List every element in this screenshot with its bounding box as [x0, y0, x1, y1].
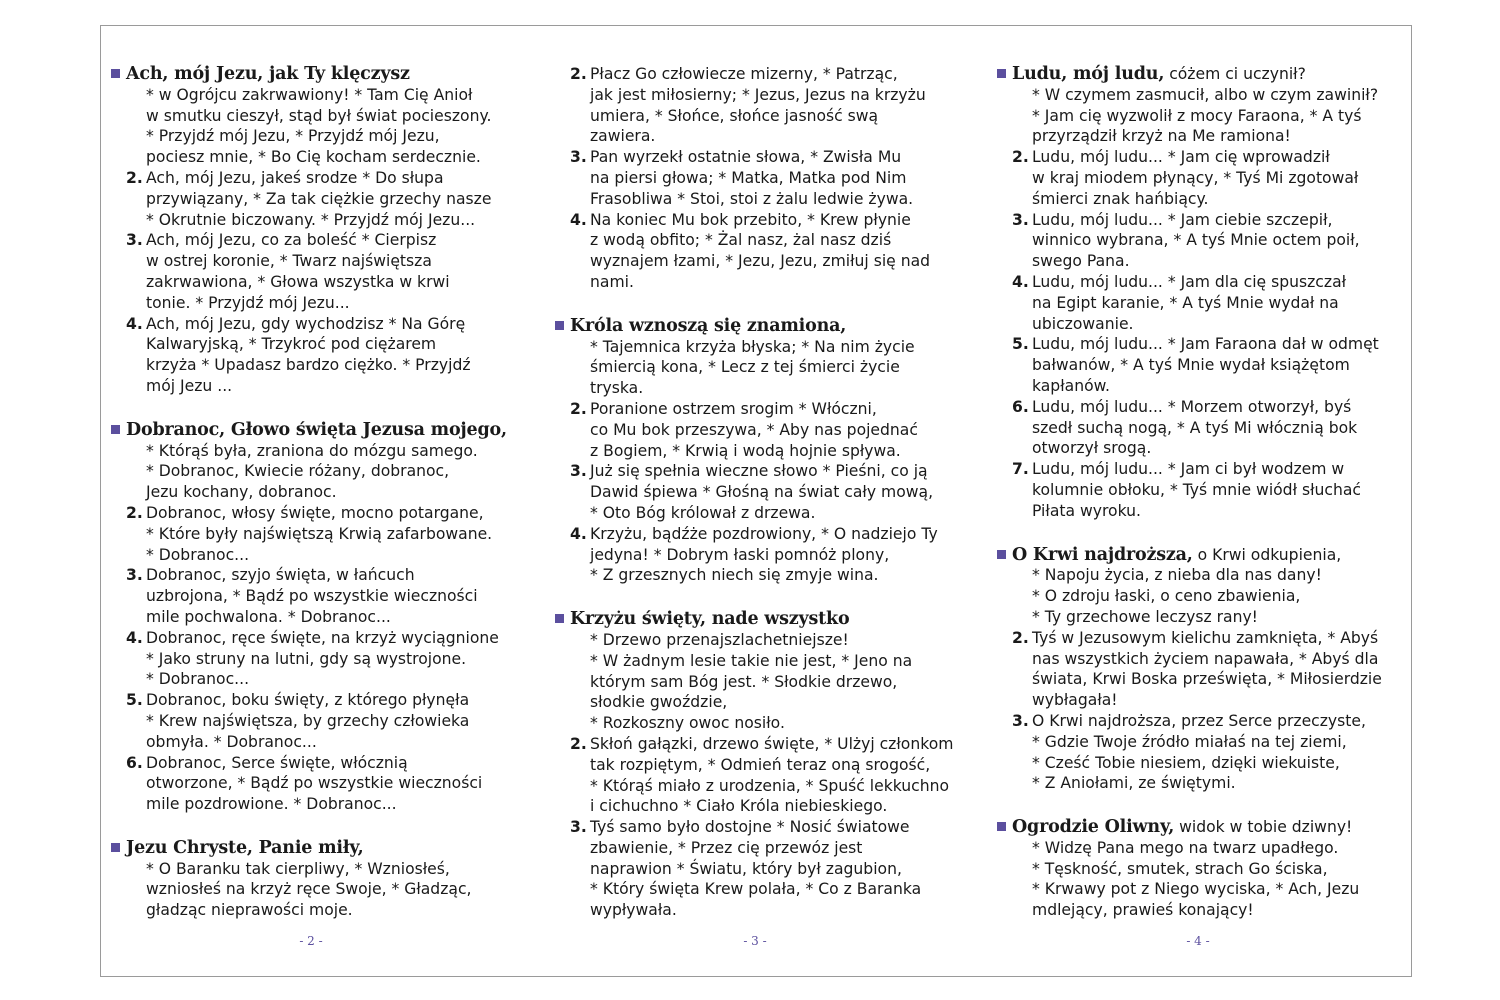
verse-text — [146, 690, 541, 752]
verse-line: * Z Aniołami, ze świętymi. — [1032, 774, 1236, 793]
verse-line: z Bogiem, * Krwią i wodą hojnie spływa. — [590, 441, 901, 460]
verse — [126, 230, 541, 313]
verse-line: tonie. * Przyjdź mój Jezu... — [146, 293, 350, 312]
song — [997, 817, 1427, 921]
verse-line: w kraj miodem płynący, * Tyś Mi zgotował — [1032, 168, 1359, 187]
verse-number: 2. — [126, 168, 143, 187]
page-number: - 4 - — [1186, 934, 1210, 948]
verse-line: wyznajem łzami, * Jezu, Jezu, zmiłuj się nad — [590, 252, 931, 271]
verse-number: 2. — [126, 503, 143, 522]
refrain-line: * Tajemnica krzyża błyska; * Na nim życie — [590, 337, 915, 356]
verse-line: Skłoń gałązki, drzewo święte, * Ulżyj członkom — [590, 734, 954, 753]
refrain-line: * Ty grzechowe leczysz rany! — [1032, 607, 1258, 626]
verse-line: Piłata wyroku. — [1032, 501, 1141, 520]
verse — [1012, 334, 1427, 396]
verse-number: 4. — [570, 210, 587, 229]
refrain-line: w smutku cieszył, stąd był świat pocieszony. — [146, 106, 492, 125]
verse-line: naprawion * Światu, który był zagubion, — [590, 859, 902, 878]
verse — [570, 399, 985, 461]
verse-number: 2. — [1012, 148, 1029, 167]
song-title-continuation: widok w tobie dziwny! — [1179, 818, 1353, 837]
square-bullet-icon — [111, 425, 120, 434]
verse-line: wypływała. — [590, 901, 677, 920]
verse — [1012, 628, 1427, 711]
verse — [126, 565, 541, 627]
refrain-line: * Jam cię wyzwolił z mocy Faraona, * A tyś — [1032, 106, 1362, 125]
verse-number: 2. — [570, 65, 587, 83]
verse-line: uzbrojona, * Bądź po wszystkie wieczności — [146, 587, 478, 606]
verse — [126, 690, 541, 752]
song-title: Jezu Chryste, Panie miły, — [126, 837, 364, 858]
verse-line: Dawid śpiewa * Głośną na świat cały mową, — [590, 483, 934, 502]
song — [997, 64, 1427, 522]
verse-line: jedyna! * Dobrym łaski pomnóż plony, — [590, 545, 890, 564]
verse-number: 3. — [126, 231, 143, 250]
song-title: Ludu, mój ludu, — [1012, 64, 1165, 84]
verse — [1012, 397, 1427, 459]
refrain-line: * Napoju życia, z nieba dla nas dany! — [1032, 566, 1322, 585]
song-title-continuation: cóżem ci uczynił? — [1169, 65, 1306, 83]
verse-line: co Mu bok przeszywa, * Aby nas pojednać — [590, 420, 918, 439]
square-bullet-icon — [555, 321, 564, 330]
verse-line: mile pochwalona. * Dobranoc... — [146, 607, 391, 626]
column-page-4 — [997, 64, 1427, 944]
verse-text — [146, 168, 541, 230]
song — [555, 316, 985, 586]
square-bullet-icon — [555, 614, 564, 623]
verse-line: swego Pana. — [1032, 252, 1130, 271]
verse-line: Poranione ostrzem srogim * Włóczni, — [590, 399, 877, 418]
verse — [126, 314, 541, 397]
verse-line: na piersi głowa; * Matka, Matka pod Nim — [590, 168, 907, 187]
song-heading — [111, 420, 541, 441]
verse-text — [146, 753, 541, 815]
verse — [126, 168, 541, 230]
verse-line: świata, Krwi Boska prześwięta, * Miłosierdzie — [1032, 670, 1382, 689]
verse — [126, 503, 541, 565]
refrain-line: * O Baranku tak cierpliwy, * Wzniosłeś, — [146, 859, 450, 878]
verse-text — [590, 461, 985, 523]
verse-number: 4. — [126, 628, 143, 647]
refrain-line: * Widzę Pana mego na twarz upadłego. — [1032, 838, 1339, 857]
verse — [570, 210, 985, 293]
verse-number: 3. — [570, 818, 587, 837]
song-heading — [555, 609, 985, 630]
column-page-3 — [555, 64, 985, 944]
verse-line: zawiera. — [590, 127, 656, 146]
refrain-line: * Rozkoszny owoc nosiło. — [590, 714, 785, 733]
verse-line: nas wszystkich życiem napawała, * Abyś dla — [1032, 649, 1379, 668]
song-title: Ogrodzie Oliwny, — [1012, 817, 1175, 838]
verse-number: 2. — [570, 399, 587, 418]
verse-number: 5. — [126, 691, 143, 710]
verse — [570, 734, 985, 817]
refrain-line: którym sam Bóg jest. * Słodkie drzewo, — [590, 672, 898, 691]
verse — [126, 753, 541, 815]
verse-number: 6. — [126, 753, 143, 772]
refrain-line: wzniosłeś na krzyż ręce Swoje, * Gładząc, — [146, 880, 472, 899]
verse-line: * Z grzesznych niech się zmyje wina. — [590, 566, 879, 585]
verse-line: * Okrutnie biczowany. * Przyjdź mój Jezu... — [146, 210, 476, 229]
verse-text — [146, 628, 541, 690]
song — [555, 609, 985, 921]
verse-number: 4. — [126, 314, 143, 333]
verse-line: krzyża * Upadasz bardzo ciężko. * Przyjdź — [146, 356, 471, 375]
verse-number: 3. — [570, 462, 587, 481]
refrain-line: mdlejący, prawieś konający! — [1032, 901, 1254, 920]
verse-line: Dobranoc, Serce święte, włócznią — [146, 753, 408, 772]
verse-number: 2. — [1012, 628, 1029, 647]
verse-line: * Gdzie Twoje źródło miałaś na tej ziemi, — [1032, 732, 1347, 751]
verse-line: Już się spełnia wieczne słowo * Pieśni, co ją — [590, 462, 928, 481]
verse-line: * Dobranoc... — [146, 545, 250, 564]
verse-text — [590, 399, 985, 461]
verse-line: * Jako struny na lutni, gdy są wystrojone. — [146, 649, 467, 668]
refrain-line: * W żadnym lesie takie nie jest, * Jeno na — [590, 651, 913, 670]
verse-line: Pan wyrzekł ostatnie słowa, * Zwisła Mu — [590, 148, 902, 167]
verse-line: Płacz Go człowiecze mizerny, * Patrząc, — [590, 65, 898, 83]
verse-number: 3. — [570, 148, 587, 167]
verse-line: kapłanów. — [1032, 376, 1110, 395]
song — [111, 838, 541, 921]
verse-line: Ludu, mój ludu... * Jam dla cię spuszczał — [1032, 272, 1347, 291]
verse-number: 3. — [1012, 210, 1029, 229]
verse-line: Dobranoc, włosy święte, mocno potargane, — [146, 503, 484, 522]
verse-line: Ach, mój Jezu, jakeś srodze * Do słupa — [146, 168, 444, 187]
verse-line: Dobranoc, szyjo święta, w łańcuch — [146, 566, 415, 585]
verse-text — [146, 314, 541, 397]
verse-text — [1032, 397, 1427, 459]
verse-line: Frasobliwa * Stoi, stoi z żalu ledwie żywa. — [590, 189, 914, 208]
song-title: Ach, mój Jezu, jak Ty klęczysz — [126, 64, 410, 84]
refrain-line: * Drzewo przenajszlachetniejsze! — [590, 630, 849, 649]
verse-line: Ludu, mój ludu... * Jam Faraona dał w odmęt — [1032, 335, 1379, 354]
verse-text — [590, 210, 985, 293]
verse-text — [146, 565, 541, 627]
verse — [1012, 459, 1427, 521]
verse-line: Krzyżu, bądźże pozdrowiony, * O nadziejo Ty — [590, 524, 938, 543]
song-heading — [997, 64, 1427, 85]
refrain-line: pociesz mnie, * Bo Cię kocham serdecznie. — [146, 148, 481, 167]
verse — [570, 461, 985, 523]
refrain-line: przyrządził krzyż na Me ramiona! — [1032, 127, 1291, 146]
verse-text — [1032, 711, 1427, 794]
verse-line: winnico wybrana, * A tyś Mnie octem poił, — [1032, 231, 1360, 250]
verse-line: otworzył srogą. — [1032, 439, 1152, 458]
verse-line: obmyła. * Dobranoc... — [146, 732, 317, 751]
verse-line: Tyś samo było dostojne * Nosić światowe — [590, 818, 910, 837]
song-title: O Krwi najdroższa, — [1012, 544, 1193, 565]
verse — [1012, 272, 1427, 334]
song-heading — [555, 316, 985, 337]
verse-text — [1032, 334, 1427, 396]
verse — [1012, 210, 1427, 272]
verse-line: bałwanów, * A tyś Mnie wydał książętom — [1032, 356, 1350, 375]
verse-text — [590, 524, 985, 586]
verse — [570, 524, 985, 586]
verse-line: wybłagała! — [1032, 691, 1118, 710]
verse — [570, 817, 985, 921]
verse-line: w ostrej koronie, * Twarz najświętsza — [146, 252, 432, 271]
verse-text — [590, 734, 985, 817]
refrain-line: * Tęskność, smutek, strach Go ściska, — [1032, 859, 1328, 878]
refrain-line: * Którąś była, zraniona do mózgu samego. — [146, 441, 478, 460]
refrain-line: * Dobranoc, Kwiecie różany, dobranoc, — [146, 462, 450, 481]
verse-line: * Którąś miało z urodzenia, * Spuść lekkuchno — [590, 776, 950, 795]
verse — [1012, 711, 1427, 794]
square-bullet-icon — [111, 69, 120, 78]
song-heading — [997, 545, 1427, 566]
verse-line: kolumnie obłoku, * Tyś mnie wiódł słuchać — [1032, 480, 1361, 499]
song — [555, 64, 985, 293]
song-title: Dobranoc, Głowo święta Jezusa mojego, — [126, 419, 507, 440]
refrain-line: * Krwawy pot z Niego wyciska, * Ach, Jezu — [1032, 880, 1360, 899]
verse-line: szedł suchą nogą, * A tyś Mi włócznią bok — [1032, 418, 1358, 437]
verse-text — [1032, 272, 1427, 334]
verse-text — [590, 64, 985, 147]
verse-line: przywiązany, * Za tak ciężkie grzechy nasze — [146, 189, 492, 208]
square-bullet-icon — [997, 550, 1006, 559]
column-page-2 — [111, 64, 541, 944]
verse — [126, 628, 541, 690]
verse-line: Dobranoc, ręce święte, na krzyż wyciągnione — [146, 628, 499, 647]
verse-line: * Cześć Tobie niesiem, dzięki wiekuiste, — [1032, 753, 1340, 772]
verse-line: ubiczowanie. — [1032, 314, 1134, 333]
verse-line: i cichuchno * Ciało Króla niebieskiego. — [590, 797, 888, 816]
verse — [570, 147, 985, 209]
verse-line: śmierci znak hańbiący. — [1032, 189, 1209, 208]
verse-line: zakrwawiona, * Głowa wszystka w krwi — [146, 272, 450, 291]
verse-text — [1032, 147, 1427, 209]
verse-line: Tyś w Jezusowym kielichu zamknięta, * Abyś — [1032, 628, 1379, 647]
verse-line: * Który święta Krew polała, * Co z Baranka — [590, 880, 922, 899]
song — [111, 420, 541, 815]
verse-line: Dobranoc, boku święty, z którego płynęła — [146, 691, 470, 710]
verse-number: 6. — [1012, 397, 1029, 416]
verse-line: otworzone, * Bądź po wszystkie wieczności — [146, 774, 483, 793]
verse-number: 4. — [1012, 272, 1029, 291]
verse-line: Ludu, mój ludu... * Morzem otworzył, byś — [1032, 397, 1352, 416]
verse-line: Na koniec Mu bok przebito, * Krew płynie — [590, 210, 911, 229]
square-bullet-icon — [111, 843, 120, 852]
verse-line: nami. — [590, 272, 634, 291]
booklet-spread — [100, 25, 1412, 977]
verse-line: * Dobranoc... — [146, 670, 250, 689]
verse-line: na Egipt karanie, * A tyś Mnie wydał na — [1032, 293, 1339, 312]
verse — [1012, 147, 1427, 209]
verse-number: 2. — [570, 734, 587, 753]
verse-line: jak jest miłosierny; * Jezus, Jezus na krzyżu — [590, 85, 926, 104]
verse-line: Kalwaryjską, * Trzykroć pod ciężarem — [146, 335, 437, 354]
verse-line: Ludu, mój ludu... * Jam ci był wodzem w — [1032, 460, 1345, 479]
verse-text — [590, 817, 985, 921]
verse-line: zbawienie, * Przez cię przewóz jest — [590, 838, 863, 857]
song-heading — [111, 838, 541, 859]
square-bullet-icon — [997, 69, 1006, 78]
verse-line: * Oto Bóg królował z drzewa. — [590, 503, 816, 522]
song-title-continuation: o Krwi odkupienia, — [1197, 545, 1342, 564]
verse-line: mój Jezu ... — [146, 376, 233, 395]
song — [997, 545, 1427, 795]
verse-line: * Krew najświętsza, by grzechy człowieka — [146, 711, 470, 730]
verse-line: Ludu, mój ludu... * Jam cię wprowadził — [1032, 148, 1330, 167]
refrain-line: tryska. — [590, 379, 644, 398]
verse-line: * Które były najświętszą Krwią zafarbowane. — [146, 524, 493, 543]
verse-line: z wodą obfito; * Żal nasz, żal nasz dziś — [590, 231, 892, 250]
song-title: Króla wznoszą się znamiona, — [570, 315, 847, 336]
verse-text — [590, 147, 985, 209]
verse-number: 4. — [570, 524, 587, 543]
verse-number: 3. — [126, 566, 143, 585]
song — [111, 64, 541, 397]
verse-text — [1032, 459, 1427, 521]
verse-text — [1032, 628, 1427, 711]
refrain-line: * W czymem zasmucił, albo w czym zawinił? — [1032, 85, 1379, 104]
refrain-line: Jezu kochany, dobranoc. — [146, 483, 337, 502]
refrain-line: gładząc nieprawości moje. — [146, 901, 353, 920]
song-heading — [111, 64, 541, 85]
song-title: Krzyżu święty, nade wszystko — [570, 609, 850, 630]
verse-line: O Krwi najdroższa, przez Serce przeczyste, — [1032, 711, 1366, 730]
verse-text — [146, 503, 541, 565]
verse-number: 5. — [1012, 335, 1029, 354]
refrain-line: śmiercią kona, * Lecz z tej śmierci życie — [590, 358, 900, 377]
page-number: - 2 - — [299, 934, 323, 948]
verse-line: tak rozpiętym, * Odmień teraz oną srogość, — [590, 755, 931, 774]
verse-line: umiera, * Słońce, słońce jasność swą — [590, 106, 879, 125]
verse-line: Ludu, mój ludu... * Jam ciebie szczepił, — [1032, 210, 1333, 229]
verse-line: mile pozdrowione. * Dobranoc... — [146, 795, 397, 814]
verse-line: Ach, mój Jezu, co za boleść * Cierpisz — [146, 231, 437, 250]
verse — [570, 64, 985, 147]
page-number: - 3 - — [743, 934, 767, 948]
refrain-line: słodkie gwoździe, — [590, 693, 728, 712]
verse-text — [146, 230, 541, 313]
song-heading — [997, 817, 1427, 838]
refrain-line: * Przyjdź mój Jezu, * Przyjdź mój Jezu, — [146, 127, 440, 146]
verse-text — [1032, 210, 1427, 272]
refrain-line: * w Ogrójcu zakrwawiony! * Tam Cię Anioł — [146, 85, 473, 104]
refrain-line: * O zdroju łaski, o ceno zbawienia, — [1032, 587, 1301, 606]
verse-number: 7. — [1012, 460, 1029, 479]
square-bullet-icon — [997, 822, 1006, 831]
verse-line: Ach, mój Jezu, gdy wychodzisz * Na Górę — [146, 314, 466, 333]
verse-number: 3. — [1012, 711, 1029, 730]
